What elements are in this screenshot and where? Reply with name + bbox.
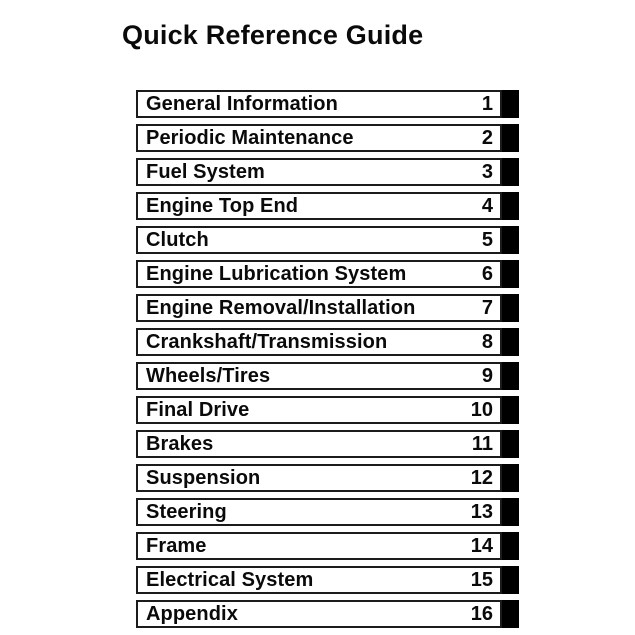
- chapter-number: 8: [481, 330, 493, 353]
- toc-item-label: Clutch: [146, 228, 209, 251]
- toc-item-label: General Information: [146, 92, 338, 115]
- toc-row-box: [136, 124, 502, 152]
- chapter-tab-marker: [502, 226, 519, 254]
- toc-row: [136, 600, 519, 628]
- chapter-tab-marker: [502, 396, 519, 424]
- toc-item-label: Engine Lubrication System: [146, 262, 407, 285]
- chapter-tab-marker: [502, 192, 519, 220]
- toc-item-label: Crankshaft/Transmission: [146, 330, 388, 353]
- chapter-number: 4: [481, 194, 493, 217]
- chapter-number: 5: [481, 228, 493, 251]
- toc-row-box: [136, 430, 502, 458]
- toc-item-label: Fuel System: [146, 160, 265, 183]
- chapter-tab-marker: [502, 600, 519, 628]
- toc-row-box: [136, 192, 502, 220]
- toc-row-box: [136, 566, 502, 594]
- toc-item-label: Steering: [146, 500, 227, 523]
- chapter-number: 9: [481, 364, 493, 387]
- chapter-number: 11: [471, 432, 493, 455]
- toc-row: [136, 464, 519, 492]
- chapter-tab-marker: [502, 532, 519, 560]
- chapter-tab-marker: [502, 260, 519, 288]
- chapter-number: 13: [470, 500, 493, 523]
- toc-row-box: [136, 158, 502, 186]
- toc-item-label: Final Drive: [146, 398, 250, 421]
- chapter-number: 15: [470, 568, 493, 591]
- toc-row-box: [136, 464, 502, 492]
- toc-item-label: Wheels/Tires: [146, 364, 271, 387]
- toc-row-box: [136, 90, 502, 118]
- toc-row: [136, 192, 519, 220]
- chapter-number: 1: [481, 92, 493, 115]
- toc-row: [136, 260, 519, 288]
- chapter-number: 3: [481, 160, 493, 183]
- toc-row-box: [136, 532, 502, 560]
- chapter-tab-marker: [502, 464, 519, 492]
- toc-item-label: Electrical System: [146, 568, 314, 591]
- chapter-tab-marker: [502, 328, 519, 356]
- toc-row-box: [136, 260, 502, 288]
- toc-item-label: Appendix: [146, 602, 238, 625]
- chapter-tab-marker: [502, 362, 519, 390]
- toc-row: [136, 294, 519, 322]
- toc-row-box: [136, 362, 502, 390]
- toc-row: [136, 226, 519, 254]
- toc-row-box: [136, 226, 502, 254]
- chapter-tab-marker: [502, 124, 519, 152]
- toc-row: [136, 328, 519, 356]
- chapter-tab-marker: [502, 498, 519, 526]
- toc-row: [136, 430, 519, 458]
- chapter-tab-marker: [502, 566, 519, 594]
- chapter-number: 10: [470, 398, 493, 421]
- toc-row: [136, 158, 519, 186]
- toc-list: [136, 90, 519, 628]
- toc-item-label: Engine Removal/Installation: [146, 296, 416, 319]
- toc-row: [136, 566, 519, 594]
- toc-item-label: Engine Top End: [146, 194, 299, 217]
- chapter-number: 16: [470, 602, 493, 625]
- page-title: Quick Reference Guide: [122, 20, 424, 51]
- toc-item-label: Frame: [146, 534, 207, 557]
- chapter-tab-marker: [502, 294, 519, 322]
- toc-row: [136, 90, 519, 118]
- chapter-number: 6: [481, 262, 493, 285]
- toc-item-label: Brakes: [146, 432, 214, 455]
- chapter-tab-marker: [502, 158, 519, 186]
- toc-item-label: Suspension: [146, 466, 261, 489]
- toc-row: [136, 532, 519, 560]
- toc-item-label: Periodic Maintenance: [146, 126, 354, 149]
- toc-row-box: [136, 294, 502, 322]
- toc-row: [136, 396, 519, 424]
- toc-row: [136, 362, 519, 390]
- toc-row-box: [136, 600, 502, 628]
- toc-row: [136, 498, 519, 526]
- toc-row-box: [136, 498, 502, 526]
- toc-row-box: [136, 396, 502, 424]
- chapter-tab-marker: [502, 430, 519, 458]
- toc-row: [136, 124, 519, 152]
- chapter-tab-marker: [502, 90, 519, 118]
- chapter-number: 2: [481, 126, 493, 149]
- toc-row-box: [136, 328, 502, 356]
- chapter-number: 12: [470, 466, 493, 489]
- chapter-number: 7: [481, 296, 493, 319]
- chapter-number: 14: [470, 534, 493, 557]
